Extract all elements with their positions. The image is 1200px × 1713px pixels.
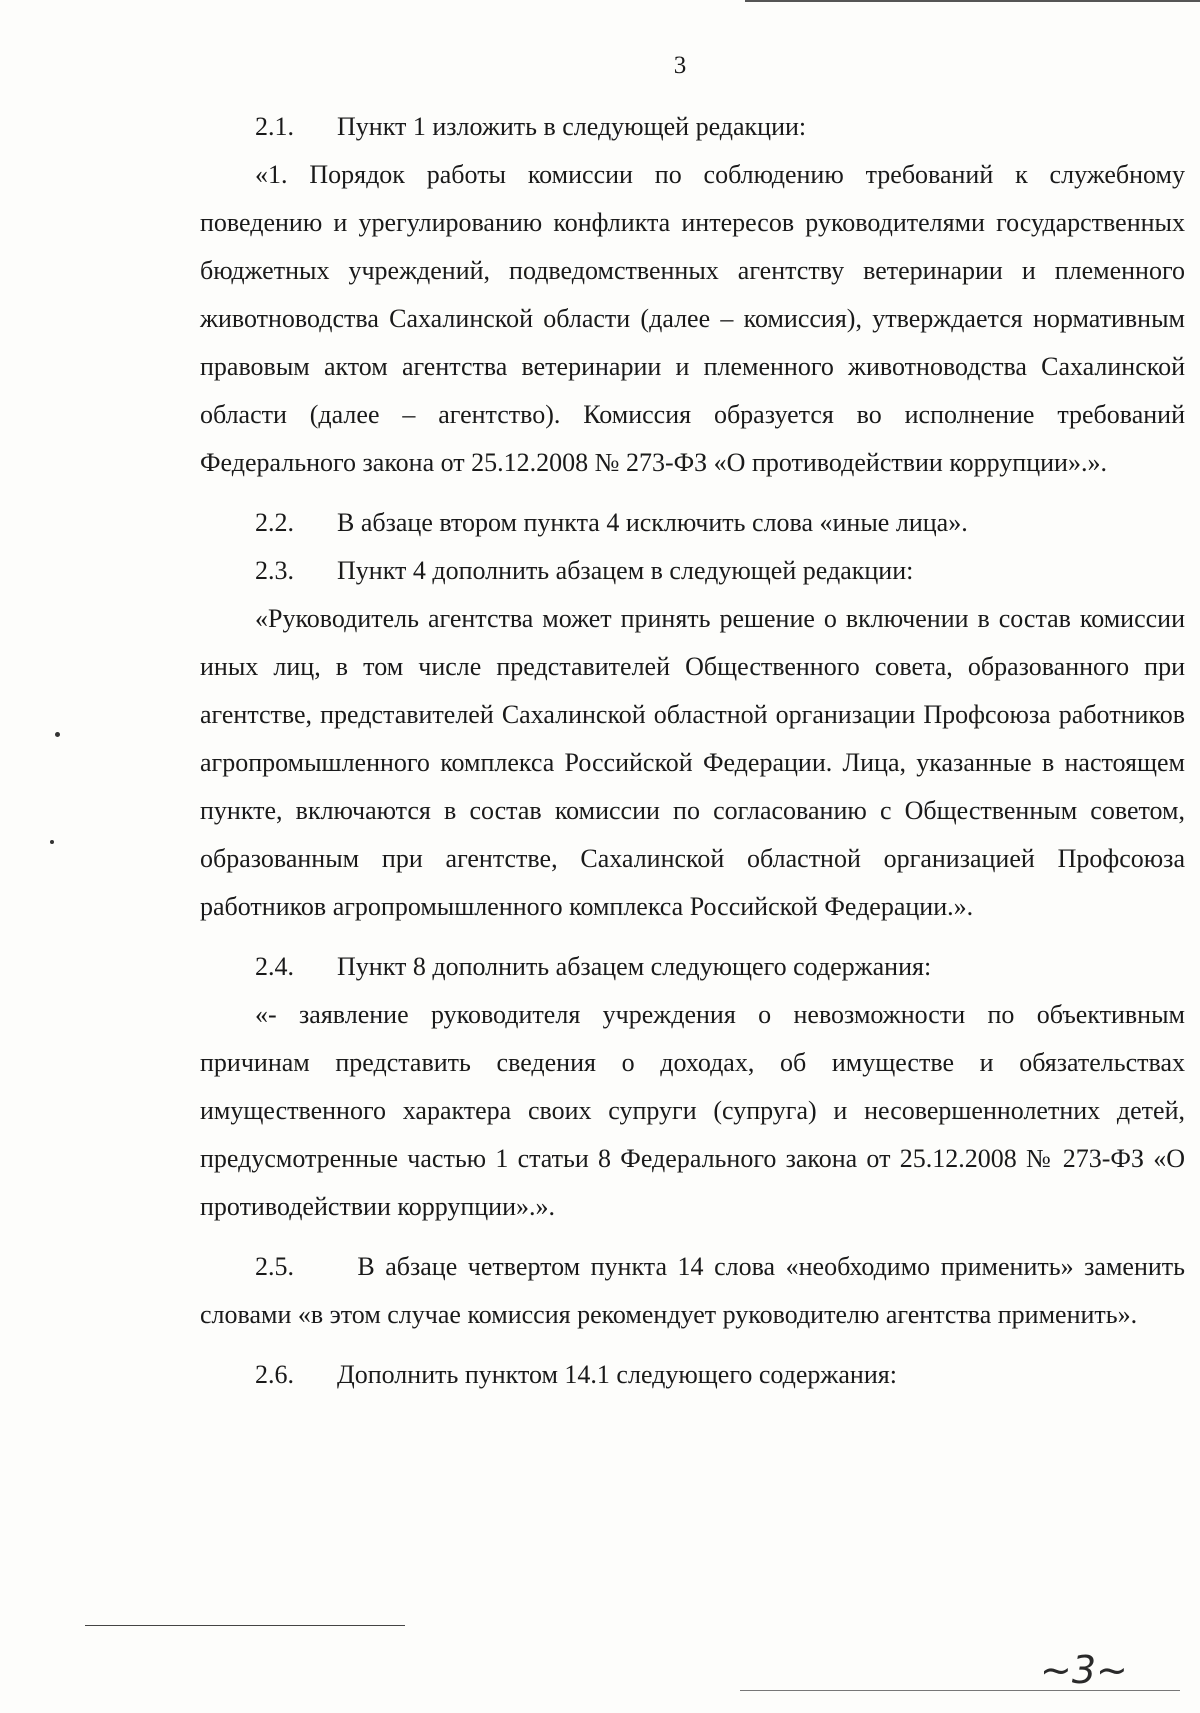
top-rule (745, 0, 1200, 2)
clause-number: 2.5. (255, 1252, 294, 1281)
clause-text: Дополнить пунктом 14.1 следующего содержания: (337, 1360, 897, 1389)
clause-2-5 (200, 1243, 1185, 1339)
clause-number: 2.1. (255, 112, 294, 141)
clause-2-4 (200, 943, 1185, 991)
clause-2-3 (200, 547, 1185, 595)
clause-text: Пункт 1 изложить в следующей редакции: (337, 112, 807, 141)
clause-number: 2.4. (255, 952, 294, 981)
scan-speck (55, 732, 60, 737)
paragraph-point-8-addition: «- заявление руководителя учреждения о невозможности по объективным причинам представить сведения о доходах, об имуществе и обязательствах имущественного характера своих супруги (супруга) и несовершеннолетних детей, предусмотренные частью 1 статьи 8 Федерального закона от 25.12.2008 № 273-ФЗ «О противодействии коррупции».». (200, 1000, 1185, 1221)
clause-text: В абзаце четвертом пункта 14 слова «необходимо применить» заменить словами «в этом случае комиссия рекомендует руководителю агентства применить». (200, 1252, 1186, 1329)
footnote-rule (85, 1625, 405, 1626)
clause-2-6 (200, 1351, 1185, 1399)
clause-text: В абзаце втором пункта 4 исключить слова «иные лица». (337, 508, 968, 537)
clause-2-2 (200, 499, 1185, 547)
clause-text: Пункт 4 дополнить абзацем в следующей редакции: (337, 556, 914, 585)
scan-speck (50, 840, 54, 844)
handwritten-page-mark: ~3~ (1040, 1648, 1128, 1692)
paragraph-point-1: «1. Порядок работы комиссии по соблюдению требований к служебному поведению и урегулированию конфликта интересов руководителями государственных бюджетных учреждений, подведомственных агентству ветеринарии и племенного животноводства Сахалинской области (далее – комиссия), утверждается нормативным правовым актом агентства ветеринарии и племенного животноводства Сахалинской области (далее – агентство). Комиссия образуется во исполнение требований Федерального закона от 25.12.2008 № 273-ФЗ «О противодействии коррупции».». (200, 160, 1185, 477)
clause-number: 2.2. (255, 508, 294, 537)
page-number: 3 (673, 52, 687, 79)
clause-number: 2.6. (255, 1360, 294, 1389)
clause-2-1 (200, 103, 1185, 151)
paragraph-point-4-addition: «Руководитель агентства может принять решение о включении в состав комиссии иных лиц, в том числе представителей Общественного совета, образованного при агентстве, представителей Сахалинской областной организации Профсоюза работников агропромышленного комплекса Российской Федерации. Лица, указанные в настоящем пункте, включаются в состав комиссии по согласованию с Общественным советом, образованным при агентстве, Сахалинской областной организацией Профсоюза работников агропромышленного комплекса Российской Федерации.». (200, 604, 1185, 921)
clause-number: 2.3. (255, 556, 294, 585)
clause-text: Пункт 8 дополнить абзацем следующего содержания: (337, 952, 932, 981)
document-body (200, 103, 1185, 1399)
